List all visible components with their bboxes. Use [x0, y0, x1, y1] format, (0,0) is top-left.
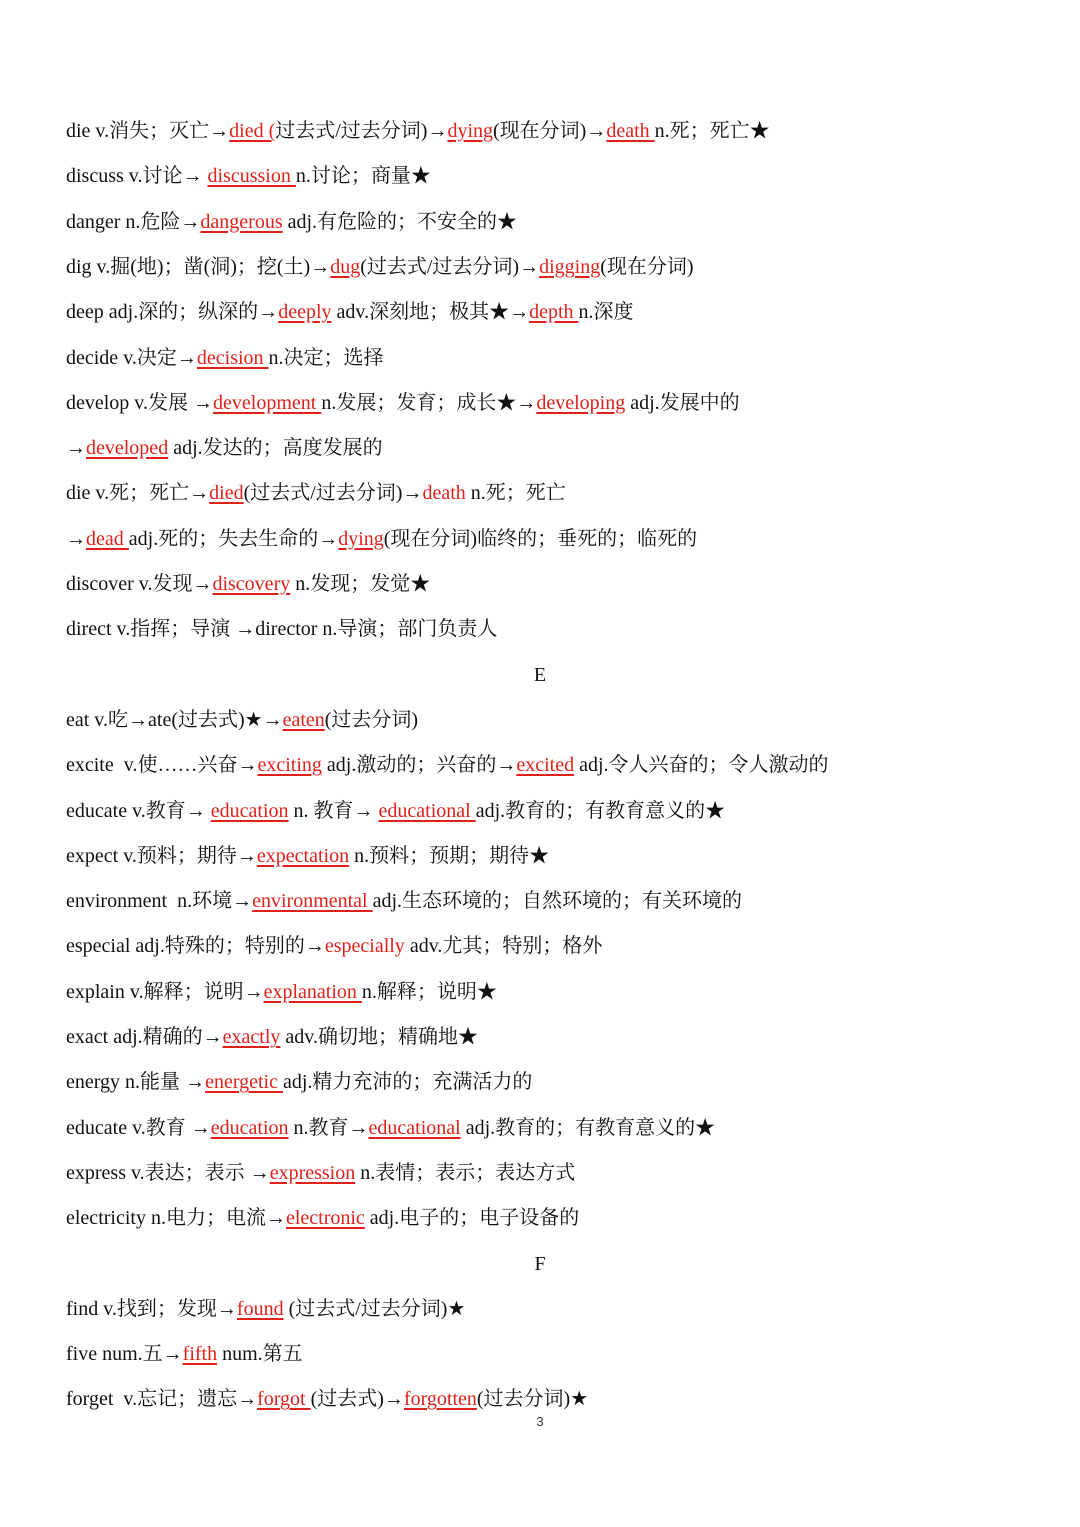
derived-word: died ( [229, 120, 276, 142]
vocab-line [66, 1292, 1040, 1326]
derived-word: death [422, 482, 466, 505]
line-text: E [533, 663, 547, 686]
vocab-line [66, 703, 1040, 737]
vocab-line [66, 1065, 1040, 1099]
derived-word: electronic [285, 1207, 365, 1230]
line-text: n.讨论；商量★ [295, 165, 431, 188]
derived-word: dead [86, 527, 129, 550]
line-text: develop v.发展 → [66, 391, 214, 414]
line-text: → [66, 437, 86, 460]
derived-word: exciting [257, 754, 322, 777]
line-text: n.解释；说明★ [361, 980, 497, 1003]
vocab-line [66, 1020, 1040, 1054]
line-text: adj.发展中的 [625, 391, 740, 414]
derived-word: developing [536, 391, 626, 414]
line-text: adj.激动的；兴奋的→ [321, 754, 517, 777]
line-text: express v.表达；表示 → [66, 1161, 270, 1184]
derived-word: forgotten [403, 1388, 477, 1411]
line-text: adj.教育的；有教育意义的★ [460, 1116, 716, 1139]
page-number: 3 [536, 1414, 544, 1429]
derived-word: death [606, 120, 655, 142]
vocab-line [66, 386, 1040, 420]
line-text: adj.有危险的；不安全的★ [282, 210, 518, 233]
line-text: dig v.掘(地)；凿(洞)；挖(土)→ [66, 255, 331, 278]
line-text: (现在分词) [600, 255, 694, 278]
derived-word: expectation [256, 844, 350, 867]
line-text: adj.精力充沛的；充满活力的 [282, 1071, 533, 1094]
line-text: adj.生态环境的；自然环境的；有关环境的 [372, 890, 743, 913]
derived-word: eaten [282, 708, 325, 731]
derived-word: developed [86, 437, 169, 460]
line-text: adv.尤其；特别；格外 [404, 935, 603, 958]
vocab-line [66, 1201, 1040, 1235]
derived-word: deeply [278, 301, 332, 324]
derived-word: expression [269, 1161, 356, 1184]
derived-word: fifth [182, 1343, 218, 1366]
derived-word: forgot [257, 1388, 311, 1411]
line-text: (过去分词) [324, 708, 419, 731]
vocab-line [66, 1382, 1040, 1416]
derived-word: especially [324, 935, 405, 958]
vocab-line [66, 884, 1040, 918]
line-text: adj.令人兴奋的；令人激动的 [574, 754, 829, 777]
line-text: adj.发达的；高度发展的 [168, 437, 383, 460]
derived-word: digging [539, 255, 601, 278]
line-text: n.深度 [578, 301, 634, 324]
derived-word: dangerous [200, 210, 283, 233]
derived-word: found [236, 1297, 284, 1320]
derived-word: dying [338, 527, 384, 550]
line-text: n.预料；预期；期待★ [349, 844, 550, 867]
vocab-line [66, 839, 1040, 873]
derived-word: development [213, 391, 322, 414]
line-text: F [534, 1252, 546, 1275]
line-text: explain v.解释；说明→ [66, 980, 264, 1003]
vocab-line [66, 612, 1040, 646]
line-text: expect v.预料；期待→ [66, 844, 257, 867]
line-text: n.决定；选择 [268, 346, 384, 369]
line-text: exact adj.精确的→ [66, 1026, 223, 1048]
line-text: environment n.环境→ [66, 890, 253, 913]
line-text: (过去式)→ [310, 1388, 404, 1411]
line-text: (过去分词)★ [476, 1388, 589, 1411]
line-text: (过去式/过去分词)→ [360, 255, 540, 278]
vocab-line [66, 431, 1040, 465]
line-text: educate v.教育→ [66, 799, 211, 822]
line-text: adj.教育的；有教育意义的★ [475, 799, 726, 822]
derived-word: educational [368, 1116, 461, 1139]
line-text: (过去式/过去分词)★ [283, 1297, 466, 1320]
line-text: adv.确切地；精确地★ [280, 1026, 478, 1048]
line-text: die v.死；死亡→ [66, 482, 210, 505]
derived-word: excited [516, 754, 575, 777]
vocab-line [66, 295, 1040, 329]
derived-word: environmental [252, 890, 373, 913]
vocab-line [66, 341, 1040, 375]
vocab-line [66, 929, 1040, 963]
line-text: num.第五 [217, 1343, 303, 1366]
line-text: die v.消失；灭亡→ [66, 120, 230, 142]
derived-word: dug [330, 255, 361, 278]
line-text: n.表情；表示；表达方式 [355, 1161, 576, 1184]
line-text: excite v.使……兴奋→ [66, 754, 258, 777]
line-text: adv.深刻地；极其★→ [331, 301, 530, 324]
derived-word: discovery [212, 573, 291, 595]
line-text: five num.五→ [66, 1343, 183, 1366]
derived-word: energetic [205, 1071, 283, 1094]
vocab-line [66, 1337, 1040, 1371]
line-text: decide v.决定→ [66, 346, 197, 369]
vocab-line [66, 1156, 1040, 1190]
derived-word: exactly [222, 1026, 281, 1048]
vocab-line [66, 159, 1040, 193]
derived-word: education [210, 799, 289, 822]
vocab-line [66, 522, 1040, 556]
line-text: find v.找到；发现→ [66, 1297, 237, 1320]
line-text: (过去式/过去分词)→ [243, 482, 423, 505]
derived-word: educational [378, 799, 476, 822]
vocab-line [66, 250, 1040, 284]
vocab-line [66, 748, 1040, 782]
vocab-line [66, 975, 1040, 1009]
section-letter [0, 658, 1080, 692]
vocab-line [66, 205, 1040, 239]
line-text: discuss v.讨论→ [66, 165, 208, 188]
line-text: 过去式/过去分词)→ [275, 120, 448, 142]
line-text: n.死；死亡 [465, 482, 566, 505]
derived-word: education [210, 1116, 289, 1139]
derived-word: dying [447, 120, 494, 142]
line-text: (现在分词)→ [493, 120, 607, 142]
derived-word: discussion [207, 165, 296, 188]
derived-word: depth [529, 301, 579, 324]
line-text: n.死；死亡★ [654, 120, 770, 142]
line-text: electricity n.电力；电流→ [66, 1207, 286, 1230]
line-text: danger n.危险→ [66, 210, 201, 233]
vocab-line [66, 1111, 1040, 1145]
vocab-line [66, 567, 1040, 601]
line-text: → [66, 527, 86, 550]
vocab-line [66, 114, 1040, 148]
line-text: discover v.发现→ [66, 573, 213, 595]
line-text: n. 教育→ [288, 799, 379, 822]
line-text: forget v.忘记；遗忘→ [66, 1388, 258, 1411]
line-text: n.发现；发觉★ [290, 573, 431, 595]
line-text: n.教育→ [288, 1116, 369, 1139]
derived-word: decision [196, 346, 269, 369]
section-letter [0, 1247, 1080, 1281]
line-text: especial adj.特殊的；特别的→ [66, 935, 325, 958]
vocab-line [66, 794, 1040, 828]
line-text: n.发展；发育；成长★→ [321, 391, 537, 414]
derived-word: explanation [263, 980, 362, 1003]
line-text: (现在分词)临终的；垂死的；临死的 [383, 527, 698, 550]
vocab-line [66, 476, 1040, 510]
derived-word: died [209, 482, 244, 505]
line-text: eat v.吃→ate(过去式)★→ [66, 708, 283, 731]
line-text: adj.死的；失去生命的→ [128, 527, 339, 550]
line-text: direct v.指挥；导演 →director n.导演；部门负责人 [66, 618, 498, 641]
line-text: educate v.教育 → [66, 1116, 211, 1139]
line-text: deep adj.深的；纵深的→ [66, 301, 279, 324]
line-text: adj.电子的；电子设备的 [364, 1207, 580, 1230]
line-text: energy n.能量 → [66, 1071, 206, 1094]
